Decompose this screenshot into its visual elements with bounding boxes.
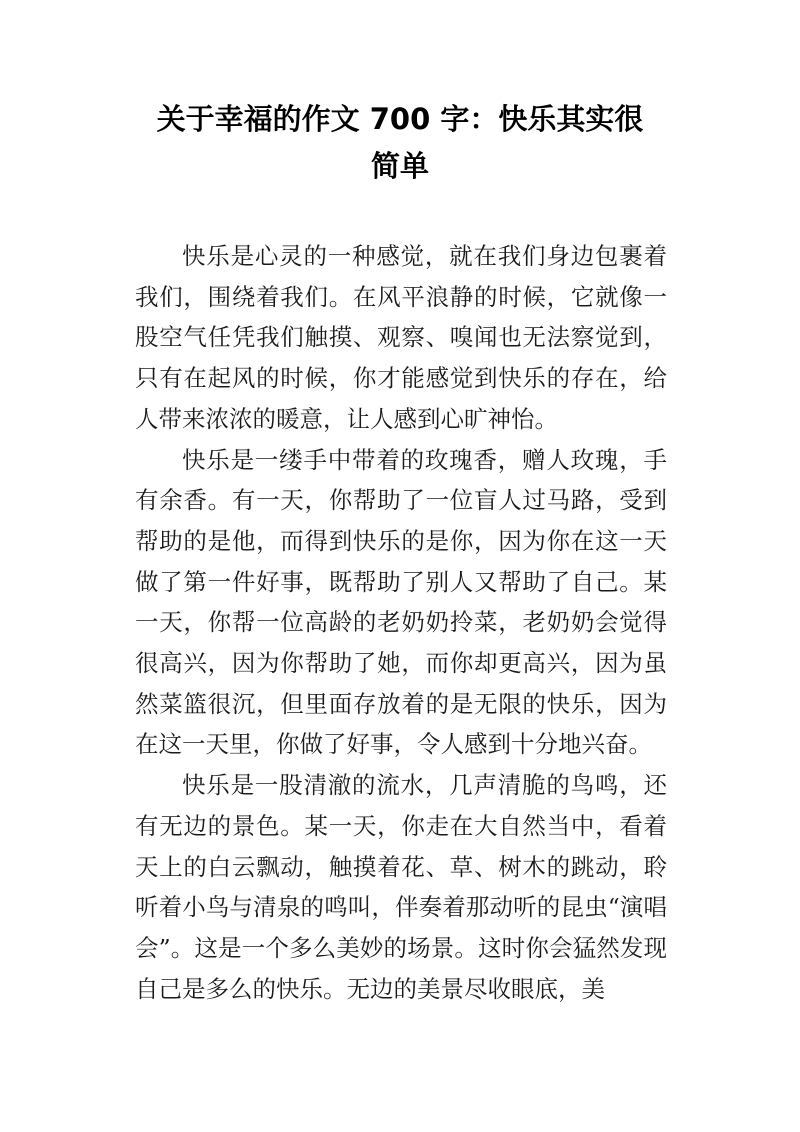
paragraph-1: 快乐是心灵的一种感觉，就在我们身边包裹着我们，围绕着我们。在风平浪静的时候，它就像一股空气任凭我们触摸、观察、嗅闻也无法察觉到，只有在起风的时候，你才能感觉到快乐的存在，给人带来浓浓的暖意，让人感到心旷神怡。 bbox=[135, 242, 667, 433]
document-title bbox=[100, 96, 700, 190]
paragraph-2: 快乐是一缕手中带着的玫瑰香，赠人玫瑰，手有余香。有一天，你帮助了一位盲人过马路，受到帮助的是他，而得到快乐的是你，因为你在这一天做了第一件好事，既帮助了别人又帮助了自己。某一天，你帮一位高龄的老奶奶拎菜，老奶奶会觉得很高兴，因为你帮助了她，而你却更高兴，因为虽然菜篮很沉，但里面存放着的是无限的快乐，因为在这一天里，你做了好事，令人感到十分地兴奋。 bbox=[135, 445, 667, 759]
title-line-1: 关于幸福的作文 700 字：快乐其实很 bbox=[156, 102, 644, 136]
document-body bbox=[135, 236, 667, 1009]
title-line-2: 简单 bbox=[370, 149, 429, 183]
paragraph-3: 快乐是一股清澈的流水，几声清脆的鸟鸣，还有无边的景色。某一天，你走在大自然当中，看着天上的白云飘动，触摸着花、草、树木的跳动，聆听着小鸟与清泉的鸣叫，伴奏着那动听的昆虫“演唱会”。这是一个多么美妙的场景。这时你会猛然发现自己是多么的快乐。无边的美景尽收眼底，美 bbox=[135, 771, 667, 1003]
